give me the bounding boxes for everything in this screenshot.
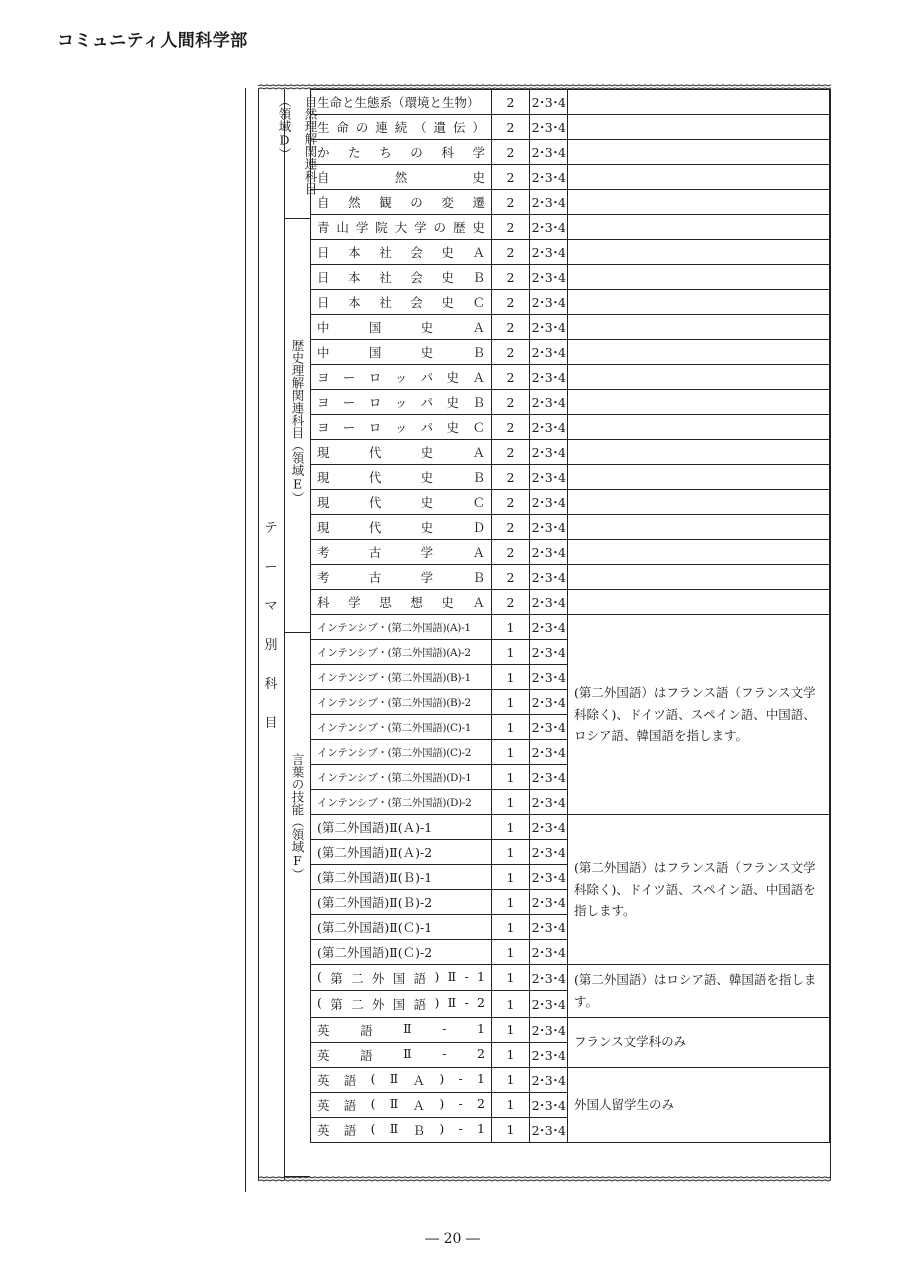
course-years: 2･3･4 <box>530 715 568 740</box>
theme-category-label <box>258 522 284 756</box>
table-row <box>311 165 830 190</box>
course-note-empty <box>568 215 830 240</box>
course-credits: 2 <box>492 90 530 115</box>
table-row <box>311 140 830 165</box>
table-row <box>311 290 830 315</box>
course-name: ヨ ー ロ ッ パ 史 Ａ <box>311 365 492 390</box>
table-row <box>311 465 830 490</box>
course-years: 2･3･4 <box>530 640 568 665</box>
table-row <box>311 265 830 290</box>
course-name: 青 山 学 院 大 学 の 歴 史 <box>311 215 492 240</box>
course-years: 2･3･4 <box>530 265 568 290</box>
course-years: 2･3･4 <box>530 765 568 790</box>
domain-label: 歴史理解関連科目（領域E） <box>284 219 310 633</box>
course-name: (第二外国語)Ⅱ(Ｂ)-1 <box>311 865 492 890</box>
table-row <box>311 365 830 390</box>
course-years: 2･3･4 <box>530 665 568 690</box>
course-credits: 1 <box>492 915 530 940</box>
course-years: 2･3･4 <box>530 865 568 890</box>
course-name: (第二外国語)Ⅱ(Ｃ)-2 <box>311 940 492 965</box>
theme-char: ー <box>264 560 278 575</box>
course-years: 2･3･4 <box>530 540 568 565</box>
table-row <box>311 965 830 991</box>
course-years: 2･3･4 <box>530 240 568 265</box>
table-row <box>311 815 830 840</box>
course-name: 考 古 学 Ｂ <box>311 565 492 590</box>
course-credits: 1 <box>492 1042 530 1067</box>
course-credits: 1 <box>492 1067 530 1092</box>
course-years: 2･3･4 <box>530 390 568 415</box>
margin-rule <box>245 88 246 1192</box>
course-name: 自 然 史 <box>311 165 492 190</box>
table-row <box>311 90 830 115</box>
course-name: ヨ ー ロ ッ パ 史 Ｂ <box>311 390 492 415</box>
course-credits: 2 <box>492 565 530 590</box>
course-credits: 1 <box>492 940 530 965</box>
course-name: 日 本 社 会 史 Ａ <box>311 240 492 265</box>
course-note-empty <box>568 390 830 415</box>
course-credits: 1 <box>492 1092 530 1117</box>
course-credits: 1 <box>492 765 530 790</box>
course-years: 2･3･4 <box>530 940 568 965</box>
table-row <box>311 615 830 640</box>
course-years: 2･3･4 <box>530 1117 568 1142</box>
department-title: コミュニティ人間科学部 <box>57 31 248 51</box>
course-name: 英 語 ( Ⅱ Ｂ ) - 1 <box>311 1117 492 1142</box>
course-note: (第二外国語）はフランス語（フランス文学科除く)、ドイツ語、スペイン語、中国語を指します。 <box>568 815 830 965</box>
course-name: 科 学 思 想 史 Ａ <box>311 590 492 615</box>
course-credits: 2 <box>492 415 530 440</box>
theme-char: テ <box>264 521 278 536</box>
table-row <box>311 340 830 365</box>
table-row <box>311 590 830 615</box>
course-years: 2･3･4 <box>530 1067 568 1092</box>
table-row <box>311 215 830 240</box>
course-name: 英 語 ( Ⅱ Ａ ) - 2 <box>311 1092 492 1117</box>
course-credits: 1 <box>492 665 530 690</box>
table-row <box>311 1017 830 1042</box>
course-credits: 2 <box>492 165 530 190</box>
course-note-empty <box>568 565 830 590</box>
course-years: 2･3･4 <box>530 90 568 115</box>
course-credits: 2 <box>492 590 530 615</box>
course-name: か た ち の 科 学 <box>311 140 492 165</box>
course-note-empty <box>568 465 830 490</box>
course-name: 自 然 観 の 変 遷 <box>311 190 492 215</box>
course-note-empty <box>568 590 830 615</box>
course-credits: 2 <box>492 240 530 265</box>
course-name: 日 本 社 会 史 Ｃ <box>311 290 492 315</box>
course-credits: 2 <box>492 215 530 240</box>
course-credits: 2 <box>492 290 530 315</box>
course-years: 2･3･4 <box>530 190 568 215</box>
table-break-bottom <box>258 1175 831 1183</box>
course-note: フランス文学科のみ <box>568 1017 830 1067</box>
course-name: 生命と生態系（環境と生物） <box>311 90 492 115</box>
course-note: (第二外国語）はフランス語（フランス文学科除く)、ドイツ語、スペイン語、中国語、ロシア語、韓国語を指します。 <box>568 615 830 815</box>
table-row <box>311 190 830 215</box>
table-row <box>311 315 830 340</box>
course-name: インテンシブ・(第二外国語)(D)-2 <box>311 790 492 815</box>
course-note-empty <box>568 440 830 465</box>
course-name: 中 国 史 Ａ <box>311 315 492 340</box>
course-credits: 2 <box>492 465 530 490</box>
table-row <box>311 390 830 415</box>
table-row <box>311 115 830 140</box>
course-years: 2･3･4 <box>530 690 568 715</box>
course-note-empty <box>568 190 830 215</box>
course-years: 2･3･4 <box>530 915 568 940</box>
theme-char: 別 <box>264 638 278 653</box>
course-years: 2･3･4 <box>530 465 568 490</box>
course-credits: 1 <box>492 1017 530 1042</box>
course-name: 現 代 史 Ｂ <box>311 465 492 490</box>
course-years: 2･3･4 <box>530 415 568 440</box>
theme-char: マ <box>264 599 278 614</box>
course-name: インテンシブ・(第二外国語)(B)-1 <box>311 665 492 690</box>
course-name: インテンシブ・(第二外国語)(A)-2 <box>311 640 492 665</box>
course-name: インテンシブ・(第二外国語)(B)-2 <box>311 690 492 715</box>
course-note-empty <box>568 290 830 315</box>
course-credits: 1 <box>492 740 530 765</box>
course-credits: 2 <box>492 540 530 565</box>
course-name: 現 代 史 Ａ <box>311 440 492 465</box>
course-note-empty <box>568 365 830 390</box>
course-years: 2･3･4 <box>530 490 568 515</box>
course-note-empty <box>568 490 830 515</box>
table-row <box>311 565 830 590</box>
course-note-empty <box>568 415 830 440</box>
course-note-empty <box>568 90 830 115</box>
course-credits: 1 <box>492 640 530 665</box>
course-years: 2･3･4 <box>530 1042 568 1067</box>
course-name: 生 命 の 連 続 （ 遺 伝 ） <box>311 115 492 140</box>
course-credits: 1 <box>492 690 530 715</box>
course-years: 2･3･4 <box>530 965 568 991</box>
course-years: 2･3･4 <box>530 991 568 1017</box>
course-note-empty <box>568 540 830 565</box>
course-credits: 2 <box>492 340 530 365</box>
course-years: 2･3･4 <box>530 215 568 240</box>
course-name: ( 第 二 外 国 語 ) Ⅱ - 2 <box>311 991 492 1017</box>
course-note-empty <box>568 265 830 290</box>
course-note-empty <box>568 115 830 140</box>
course-note-empty <box>568 315 830 340</box>
course-credits: 1 <box>492 890 530 915</box>
course-credits: 1 <box>492 840 530 865</box>
course-credits: 2 <box>492 390 530 415</box>
course-credits: 2 <box>492 115 530 140</box>
course-name: インテンシブ・(第二外国語)(C)-1 <box>311 715 492 740</box>
course-years: 2･3･4 <box>530 515 568 540</box>
theme-char: 科 <box>264 677 278 692</box>
course-credits: 1 <box>492 965 530 991</box>
course-note-empty <box>568 165 830 190</box>
course-years: 2･3･4 <box>530 165 568 190</box>
course-name: (第二外国語)Ⅱ(Ｃ)-1 <box>311 915 492 940</box>
course-name: インテンシブ・(第二外国語)(D)-1 <box>311 765 492 790</box>
course-credits: 2 <box>492 315 530 340</box>
course-name: ( 第 二 外 国 語 ) Ⅱ - 1 <box>311 965 492 991</box>
course-name: ヨ ー ロ ッ パ 史 Ｃ <box>311 415 492 440</box>
course-name: 中 国 史 Ｂ <box>311 340 492 365</box>
course-credits: 2 <box>492 490 530 515</box>
table-row <box>311 440 830 465</box>
course-note-empty <box>568 515 830 540</box>
course-years: 2･3･4 <box>530 1017 568 1042</box>
course-credits: 2 <box>492 190 530 215</box>
course-years: 2･3･4 <box>530 740 568 765</box>
course-years: 2･3･4 <box>530 440 568 465</box>
table-row <box>311 415 830 440</box>
course-years: 2･3･4 <box>530 565 568 590</box>
domain-label: 自然理解関連科目（領域D） <box>284 89 310 219</box>
course-years: 2･3･4 <box>530 115 568 140</box>
course-name: 英 語 Ⅱ - 2 <box>311 1042 492 1067</box>
course-note: 外国人留学生のみ <box>568 1067 830 1142</box>
course-name: 現 代 史 Ｃ <box>311 490 492 515</box>
course-credits: 2 <box>492 365 530 390</box>
table-row <box>311 540 830 565</box>
course-credits: 1 <box>492 790 530 815</box>
course-credits: 1 <box>492 865 530 890</box>
course-years: 2･3･4 <box>530 340 568 365</box>
table-frame-right <box>830 89 831 1180</box>
course-years: 2･3･4 <box>530 815 568 840</box>
course-name: インテンシブ・(第二外国語)(C)-2 <box>311 740 492 765</box>
course-years: 2･3･4 <box>530 615 568 640</box>
table-row <box>311 1067 830 1092</box>
table-row <box>311 515 830 540</box>
course-name: 英 語 ( Ⅱ Ａ ) - 1 <box>311 1067 492 1092</box>
course-credits: 1 <box>492 615 530 640</box>
course-credits: 2 <box>492 515 530 540</box>
course-credits: 2 <box>492 265 530 290</box>
course-years: 2･3･4 <box>530 315 568 340</box>
course-note-empty <box>568 340 830 365</box>
course-credits: 1 <box>492 815 530 840</box>
course-name: 日 本 社 会 史 Ｂ <box>311 265 492 290</box>
course-credits: 1 <box>492 1117 530 1142</box>
course-years: 2･3･4 <box>530 140 568 165</box>
course-name: (第二外国語)Ⅱ(Ａ)-2 <box>311 840 492 865</box>
course-credits: 1 <box>492 991 530 1017</box>
course-years: 2･3･4 <box>530 1092 568 1117</box>
course-note: (第二外国語）はロシア語、韓国語を指します。 <box>568 965 830 1018</box>
course-years: 2･3･4 <box>530 890 568 915</box>
course-years: 2･3･4 <box>530 290 568 315</box>
domain-label: 言葉の技能（領域F） <box>284 633 310 1177</box>
course-years: 2･3･4 <box>530 365 568 390</box>
course-name: 現 代 史 Ｄ <box>311 515 492 540</box>
course-credits: 2 <box>492 140 530 165</box>
course-name: インテンシブ・(第二外国語)(A)-1 <box>311 615 492 640</box>
course-name: (第二外国語)Ⅱ(Ａ)-1 <box>311 815 492 840</box>
theme-char: 目 <box>264 716 278 731</box>
course-years: 2･3･4 <box>530 790 568 815</box>
page-number: ― 20 ― <box>425 1231 480 1247</box>
course-years: 2･3･4 <box>530 590 568 615</box>
course-note-empty <box>568 240 830 265</box>
course-credits: 1 <box>492 715 530 740</box>
course-note-empty <box>568 140 830 165</box>
table-row <box>311 490 830 515</box>
course-credits: 2 <box>492 440 530 465</box>
course-name: (第二外国語)Ⅱ(Ｂ)-2 <box>311 890 492 915</box>
course-table <box>310 89 830 1143</box>
course-name: 英 語 Ⅱ - 1 <box>311 1017 492 1042</box>
table-row <box>311 240 830 265</box>
course-name: 考 古 学 Ａ <box>311 540 492 565</box>
course-years: 2･3･4 <box>530 840 568 865</box>
